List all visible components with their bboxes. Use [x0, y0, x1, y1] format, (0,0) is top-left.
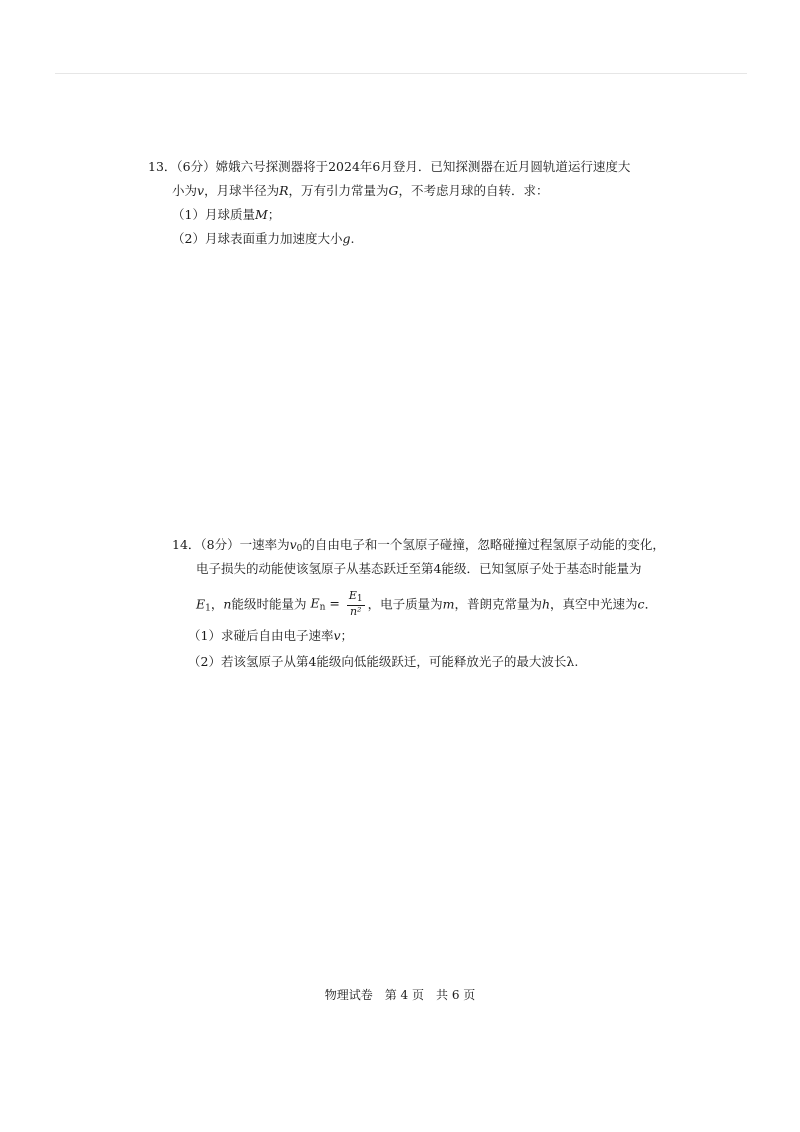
- q14-text: ，真空中光速为: [550, 596, 638, 612]
- q14-sub1-punct: ；: [340, 628, 354, 643]
- q14-sub2-text: （2）若该氢原子从第4能级向低能级跃迁，可能释放光子的最大波长λ.: [188, 654, 579, 669]
- q14-subquestion-2: [188, 654, 578, 670]
- q14-text: ，: [210, 596, 224, 612]
- q14-text: ．: [644, 596, 658, 612]
- q13-subquestion-1: [172, 207, 280, 223]
- var-e1-subscript: 1: [205, 603, 211, 614]
- formula-numerator: [347, 590, 365, 606]
- q14-text: 能级时能量为: [231, 596, 307, 612]
- formula-numerator-var: E: [348, 589, 357, 602]
- q13-line-2: [172, 183, 549, 199]
- formula-numerator-subscript: 1: [356, 594, 363, 604]
- q13-text: ，万有引力常量为: [288, 183, 389, 198]
- q13-sub1-text: （1）月球质量: [172, 207, 255, 222]
- q13-text: 13．（6分）嫦娥六号探测器将于2024年6月登月．已知探测器在近月圆轨道运行速度大: [148, 159, 631, 174]
- var-v: v: [197, 183, 205, 198]
- q14-subquestion-1: [188, 628, 353, 644]
- var-h: h: [541, 596, 551, 612]
- var-v0-subscript: 0: [296, 544, 303, 554]
- q13-line-1: [148, 159, 630, 175]
- q13-text: 小为: [172, 183, 198, 198]
- q14-text: ，电子质量为: [367, 596, 443, 612]
- q13-sub2-punct: .: [350, 231, 355, 246]
- energy-formula: [310, 590, 367, 620]
- var-v0: v: [289, 537, 297, 552]
- var-v-after: v: [333, 628, 341, 643]
- var-m-moon: M: [254, 207, 268, 222]
- formula-equals: =: [329, 595, 340, 611]
- q14-sub1-text: （1）求碰后自由电子速率: [188, 628, 334, 643]
- var-e1: E: [196, 596, 206, 612]
- var-m-electron: m: [442, 596, 455, 612]
- var-c: c: [637, 596, 645, 612]
- page-footer: 物理试卷 第 4 页 共 6 页: [324, 988, 476, 1002]
- q14-line-2: [196, 561, 641, 577]
- q14-text: 的自由电子和一个氢原子碰撞，忽略碰撞过程氢原子动能的变化，: [302, 537, 665, 552]
- formula-fraction: [347, 590, 365, 618]
- q13-sub2-text: （2）月球表面重力加速度大小: [172, 231, 343, 246]
- q14-text: 14．（8分）一速率为: [172, 537, 290, 552]
- formula-lhs-subscript: n: [319, 602, 326, 613]
- q13-subquestion-2: [172, 231, 354, 247]
- q14-line-3: [196, 590, 657, 620]
- var-g-const: G: [388, 183, 399, 198]
- q13-sub1-punct: ；: [267, 207, 281, 222]
- var-g-accel: g: [342, 231, 351, 246]
- formula-lhs: E: [310, 595, 320, 611]
- q13-text: ，月球半径为: [204, 183, 280, 198]
- q13-text: ，不考虑月球的自转．求：: [398, 183, 549, 198]
- q14-text: ，普朗克常量为: [454, 596, 542, 612]
- var-r: R: [279, 183, 289, 198]
- formula-denominator: n²: [349, 605, 362, 618]
- header-rule: [55, 73, 747, 74]
- var-n: n: [223, 596, 232, 612]
- q14-text: 电子损失的动能使该氢原子从基态跃迁至第4能级．已知氢原子处于基态时能量为: [196, 561, 642, 576]
- q14-line-1: [172, 537, 665, 557]
